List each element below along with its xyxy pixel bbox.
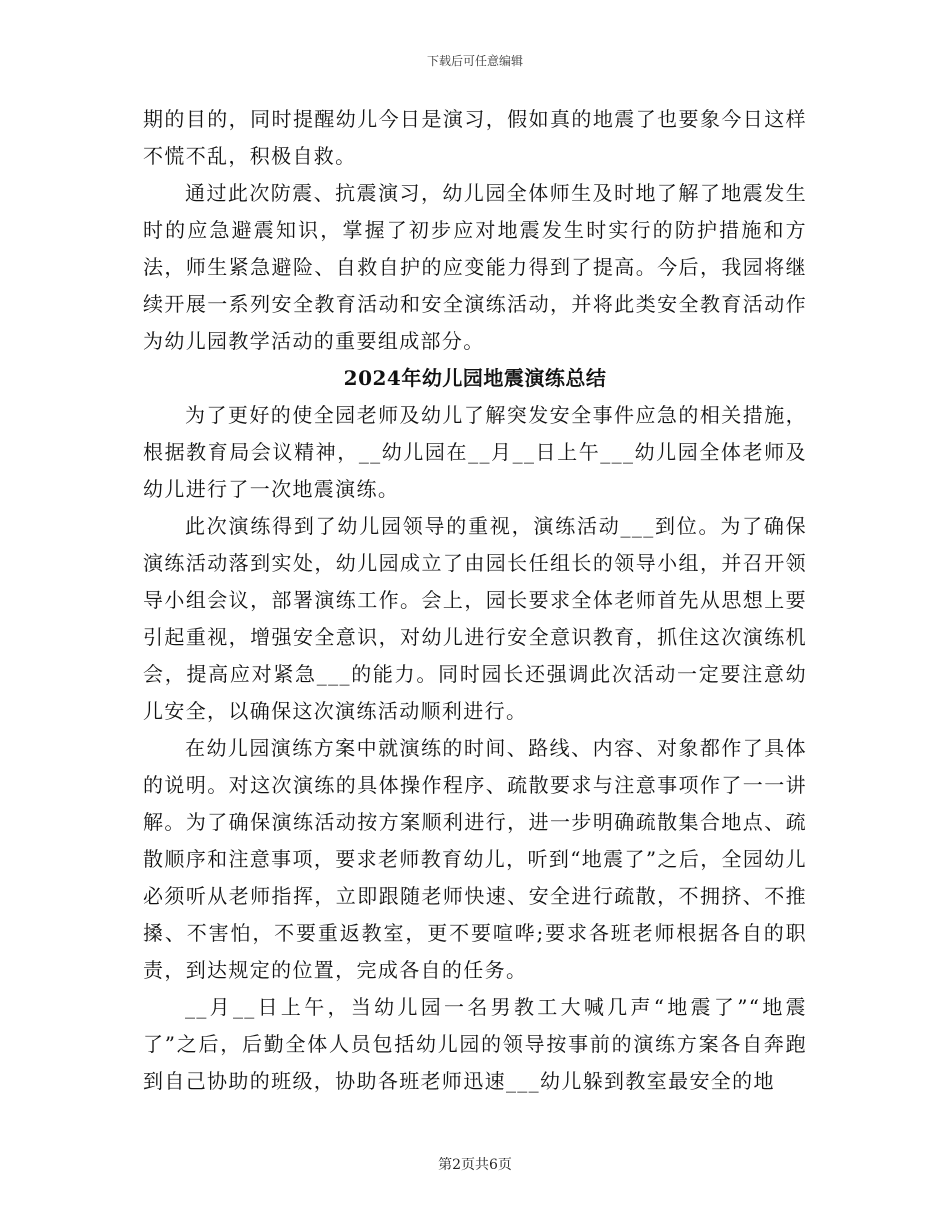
- page-number: 第2页共6页: [438, 1157, 512, 1173]
- paragraph-drill-day: __月__日上午，当幼儿园一名男教工大喊几声“地震了”“地震了”之后，后勤全体人员包括幼儿园的领导按事前的演练方案各自奔跑到自己协助的班级，协助各班老师迅速___幼儿躲到教室最安全的地: [143, 995, 807, 1093]
- paragraph-continued: 期的目的，同时提醒幼儿今日是演习，假如真的地震了也要象今日这样不慌不乱，积极自救。: [143, 107, 807, 168]
- section-title: 2024年幼儿园地震演练总结: [343, 366, 607, 390]
- page-header: 下载后可任意编辑: [426, 54, 523, 68]
- paragraph-plan: 在幼儿园演练方案中就演练的时间、路线、内容、对象都作了具体的说明。对这次演练的具体操作程序、疏散要求与注意事项作了一一讲解。为了确保演练活动按方案顺利进行，进一步明确疏散集合地点、疏散顺序和注意事项，要求老师教育幼儿，听到“地震了”之后，全园幼儿必须听从老师指挥，立即跟随老师快速、安全进行疏散，不拥挤、不推搡、不害怕，不要重返教室，更不要喧哗;要求各班老师根据各自的职责，到达规定的位置，完成各自的任务。: [143, 736, 807, 982]
- document-body: [143, 101, 807, 1100]
- paragraph-drill-outcome: 通过此次防震、抗震演习，幼儿园全体师生及时地了解了地震发生时的应急避震知识，掌握了初步应对地震发生时实行的防护措施和方法，师生紧急避险、自救自护的应变能力得到了提高。今后，我园将继续开展一系列安全教育活动和安全演练活动，并将此类安全教育活动作为幼儿园教学活动的重要组成部分。: [143, 181, 807, 353]
- paragraph-intro: 为了更好的使全园老师及幼儿了解突发安全事件应急的相关措施，根据教育局会议精神，__幼儿园在__月__日上午___幼儿园全体老师及幼儿进行了一次地震演练。: [143, 403, 807, 501]
- paragraph-leadership: 此次演练得到了幼儿园领导的重视，演练活动___到位。为了确保演练活动落到实处，幼儿园成立了由园长任组长的领导小组，并召开领导小组会议，部署演练工作。会上，园长要求全体老师首先从思想上要引起重视，增强安全意识，对幼儿进行安全意识教育，抓住这次演练机会，提高应对紧急___的能力。同时园长还强调此次活动一定要注意幼儿安全，以确保这次演练活动顺利进行。: [143, 514, 807, 723]
